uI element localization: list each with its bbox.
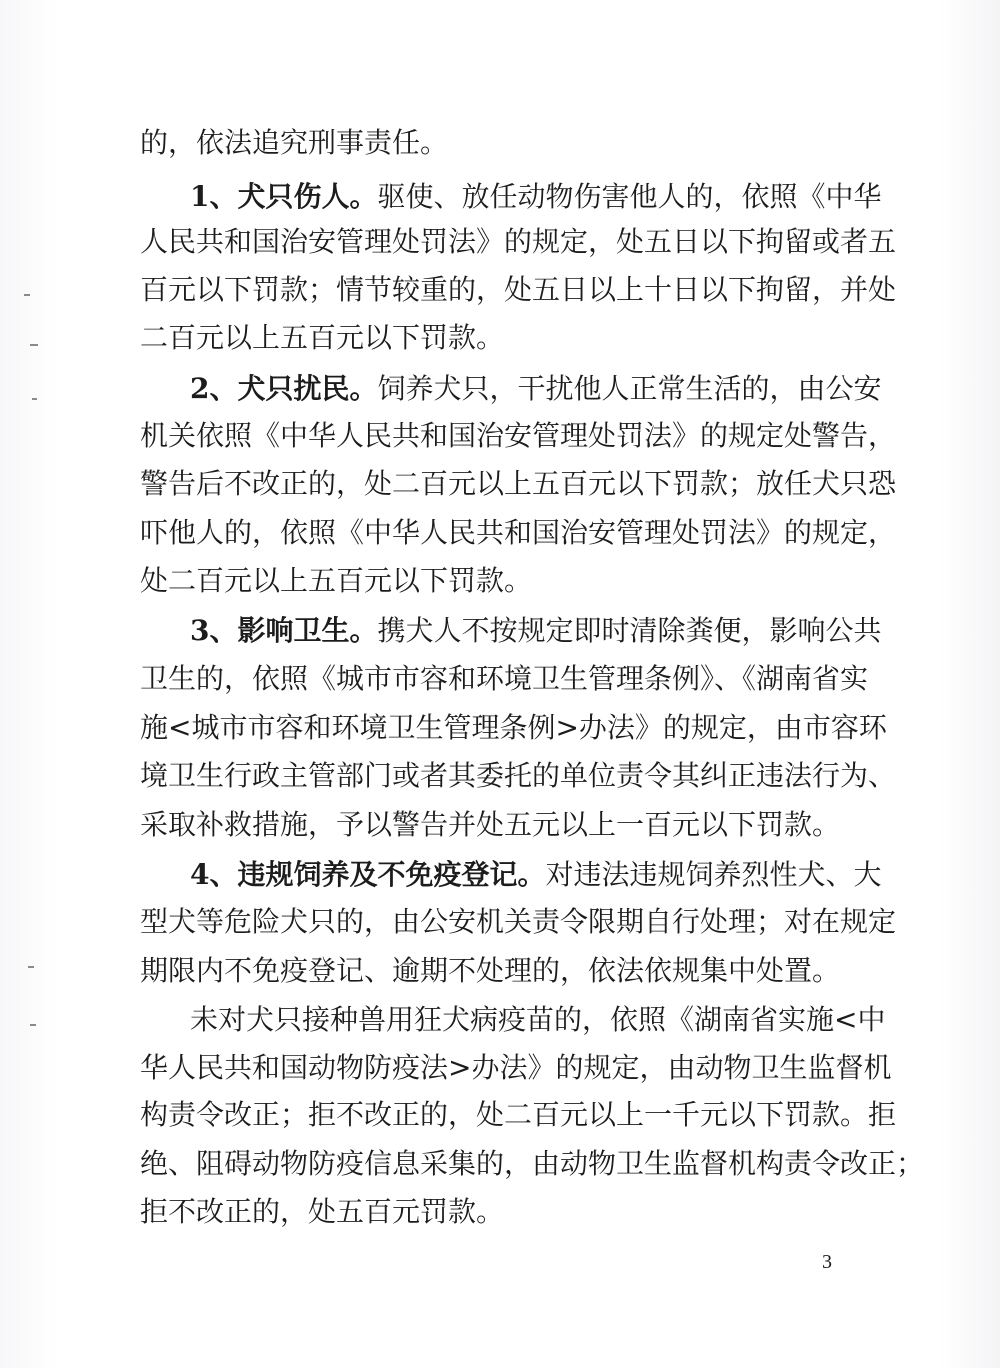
page-number: 3 bbox=[822, 1251, 832, 1273]
scan-mark bbox=[32, 398, 37, 400]
scan-mark bbox=[30, 1024, 36, 1026]
section-heading: 2、犬只扰民。 bbox=[190, 372, 378, 405]
paragraph-line: 施<城市市容和环境卫生管理条例>办法》的规定，由市容环 bbox=[140, 711, 887, 744]
paragraph-line: 的，依法追究刑事责任。 bbox=[140, 126, 449, 159]
paragraph-line: 华人民共和国动物防疫法>办法》的规定，由动物卫生监督机 bbox=[140, 1051, 892, 1084]
paragraph-text: 驱使、放任动物伤害他人的，依照《中华 bbox=[377, 180, 882, 213]
paragraph-line bbox=[190, 369, 882, 409]
paragraph-line: 吓他人的，依照《中华人民共和国治安管理处罚法》的规定， bbox=[140, 516, 897, 549]
scan-mark bbox=[30, 344, 38, 346]
section-heading: 1、犬只伤人。 bbox=[190, 180, 378, 213]
section-heading: 4、违规饲养及不免疫登记。 bbox=[190, 858, 546, 891]
paragraph-line: 采取补救措施，予以警告并处五元以上一百元以下罚款。 bbox=[140, 808, 841, 841]
paragraph-line bbox=[190, 611, 882, 651]
scan-mark bbox=[24, 294, 30, 296]
paragraph-line: 百元以下罚款；情节较重的，处五日以上十日以下拘留，并处 bbox=[140, 273, 897, 306]
scan-mark bbox=[28, 966, 34, 968]
section-heading: 3、影响卫生。 bbox=[190, 614, 378, 647]
paragraph-line: 拒不改正的，处五百元罚款。 bbox=[140, 1195, 505, 1228]
paragraph-text: 对违法违规饲养烈性犬、大 bbox=[545, 858, 882, 891]
paragraph-text: 携犬人不按规定即时清除粪便，影响公共 bbox=[377, 614, 882, 647]
paragraph-line: 卫生的，依照《城市市容和环境卫生管理条例》、《湖南省实 bbox=[140, 662, 869, 695]
paragraph-line: 人民共和国治安管理处罚法》的规定，处五日以下拘留或者五 bbox=[140, 225, 897, 258]
paragraph-line bbox=[190, 855, 882, 895]
paragraph-line: 型犬等危险犬只的，由公安机关责令限期自行处理；对在规定 bbox=[140, 905, 897, 938]
paragraph-line: 境卫生行政主管部门或者其委托的单位责令其纠正违法行为、 bbox=[140, 759, 897, 792]
paragraph-text: 饲养犬只，干扰他人正常生活的，由公安 bbox=[377, 372, 882, 405]
paragraph-line: 二百元以上五百元以下罚款。 bbox=[140, 321, 505, 354]
paragraph-line: 处二百元以上五百元以下罚款。 bbox=[140, 564, 533, 597]
paragraph-line: 机关依照《中华人民共和国治安管理处罚法》的规定处警告， bbox=[140, 419, 897, 452]
paragraph-line: 期限内不免疫登记、逾期不处理的，依法依规集中处置。 bbox=[140, 954, 841, 987]
paragraph-line bbox=[190, 177, 882, 217]
paragraph-line: 构责令改正；拒不改正的，处二百元以上一千元以下罚款。拒 bbox=[140, 1098, 897, 1131]
paragraph-line: 绝、阻碍动物防疫信息采集的，由动物卫生监督机构责令改正； bbox=[140, 1147, 925, 1180]
paragraph-line: 未对犬只接种兽用狂犬病疫苗的，依照《湖南省实施<中 bbox=[190, 1003, 886, 1036]
paragraph-line: 警告后不改正的，处二百元以上五百元以下罚款；放任犬只恐 bbox=[140, 467, 897, 500]
